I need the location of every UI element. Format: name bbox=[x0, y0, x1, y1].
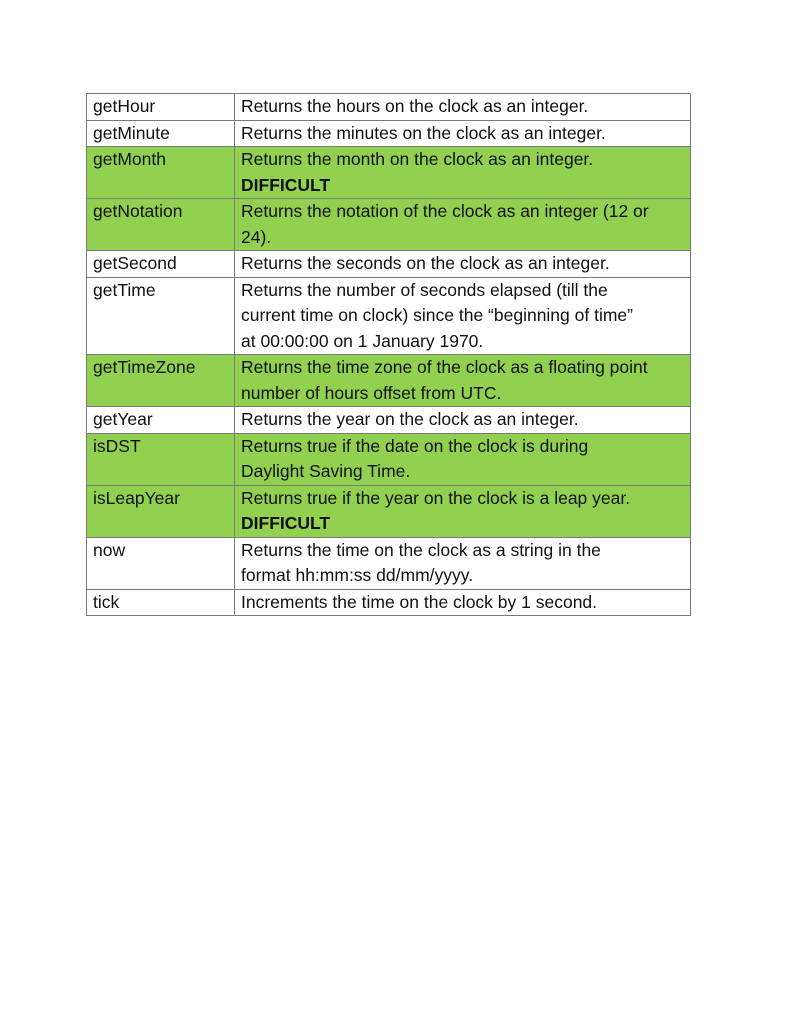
method-description-cell bbox=[235, 355, 691, 407]
description-line: current time on clock) since the “beginning of time” bbox=[241, 305, 633, 325]
method-name-cell: getHour bbox=[87, 94, 235, 121]
method-name-cell: getYear bbox=[87, 407, 235, 434]
method-name-cell: getTime bbox=[87, 277, 235, 355]
method-description-cell bbox=[235, 407, 691, 434]
method-description-cell bbox=[235, 537, 691, 589]
difficulty-flag: DIFFICULT bbox=[241, 513, 331, 533]
description-line: format hh:mm:ss dd/mm/yyyy. bbox=[241, 565, 474, 585]
table-row bbox=[87, 407, 691, 434]
table-row bbox=[87, 277, 691, 355]
description-line: Returns the seconds on the clock as an integer. bbox=[241, 253, 610, 273]
table-row bbox=[87, 355, 691, 407]
method-name-cell: getMonth bbox=[87, 147, 235, 199]
method-description-cell bbox=[235, 251, 691, 278]
description-line: Returns true if the date on the clock is during bbox=[241, 435, 589, 456]
description-line: number of hours offset from UTC. bbox=[241, 382, 502, 403]
description-line: 24). bbox=[241, 226, 272, 247]
method-description-cell bbox=[235, 94, 691, 121]
table-row bbox=[87, 120, 691, 147]
table-row bbox=[87, 251, 691, 278]
difficulty-flag: DIFFICULT bbox=[241, 174, 331, 195]
description-line: Returns the time on the clock as a string in the bbox=[241, 539, 601, 560]
table-row bbox=[87, 147, 691, 199]
method-name-cell: now bbox=[87, 537, 235, 589]
description-line: Returns the year on the clock as an integer. bbox=[241, 409, 579, 429]
table-row bbox=[87, 199, 691, 251]
method-name-cell: getTimeZone bbox=[87, 355, 235, 407]
description-line: Returns the time zone of the clock as a floating point bbox=[241, 357, 648, 377]
method-description-cell bbox=[235, 485, 691, 537]
method-description-cell bbox=[235, 589, 691, 616]
method-description-cell bbox=[235, 199, 691, 251]
method-description-cell bbox=[235, 277, 691, 355]
description-line: Increments the time on the clock by 1 second. bbox=[241, 591, 598, 612]
description-line: Returns true if the year on the clock is a leap year. bbox=[241, 487, 631, 508]
method-name-cell: tick bbox=[87, 589, 235, 616]
method-name-cell: isDST bbox=[87, 433, 235, 485]
table-row bbox=[87, 433, 691, 485]
description-line: Returns the notation of the clock as an integer (12 or bbox=[241, 201, 649, 221]
method-name-cell: getMinute bbox=[87, 120, 235, 147]
method-table-body bbox=[87, 94, 691, 616]
method-name-cell: getNotation bbox=[87, 199, 235, 251]
description-line: Returns the number of seconds elapsed (till the bbox=[241, 279, 608, 300]
description-line: Daylight Saving Time. bbox=[241, 461, 411, 481]
description-line: Returns the hours on the clock as an integer. bbox=[241, 96, 589, 116]
table-row bbox=[87, 94, 691, 121]
table-row bbox=[87, 537, 691, 589]
method-description-cell bbox=[235, 120, 691, 147]
method-description-cell bbox=[235, 433, 691, 485]
description-line: Returns the month on the clock as an integer. bbox=[241, 149, 594, 169]
method-name-cell: getSecond bbox=[87, 251, 235, 278]
method-description-cell bbox=[235, 147, 691, 199]
description-line: Returns the minutes on the clock as an integer. bbox=[241, 122, 606, 143]
method-table bbox=[86, 93, 691, 616]
table-row bbox=[87, 589, 691, 616]
description-line: at 00:00:00 on 1 January 1970. bbox=[241, 330, 484, 351]
method-name-cell: isLeapYear bbox=[87, 485, 235, 537]
table-row bbox=[87, 485, 691, 537]
